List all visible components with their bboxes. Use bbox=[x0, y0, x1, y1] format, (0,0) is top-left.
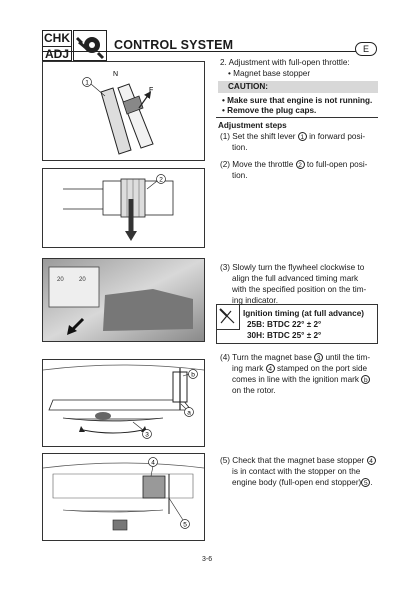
step-3-line-3: with the specified position on the tim- bbox=[232, 285, 367, 294]
step-2-text-b: to full-open posi- bbox=[306, 160, 368, 169]
svg-text:20: 20 bbox=[79, 277, 86, 283]
fig5-callout-5: 5 bbox=[183, 521, 187, 529]
step-4-text-f: on the rotor. bbox=[232, 386, 276, 395]
language-badge: E bbox=[355, 42, 377, 56]
adjustment-heading: Adjustment steps bbox=[218, 121, 287, 130]
caution-item-1: • Make sure that engine is not running. bbox=[222, 96, 373, 105]
step-4-text-c: ing mark bbox=[232, 364, 264, 373]
step-4-text-d: stamped on the port side bbox=[276, 364, 368, 373]
throttle-illustration bbox=[43, 169, 204, 247]
step-4 bbox=[220, 352, 380, 396]
spec-25b: 25B: BTDC 22° ± 2° bbox=[247, 320, 322, 329]
svg-text:20: 20 bbox=[57, 277, 64, 283]
caution-rule bbox=[216, 117, 378, 118]
figure-magnet-base bbox=[42, 359, 205, 447]
wrench-gear-icon bbox=[73, 30, 107, 61]
magnet-base-illustration bbox=[43, 360, 204, 446]
page-title: CONTROL SYSTEM bbox=[114, 38, 234, 52]
spec-30h: 30H: BTDC 25° ± 2° bbox=[247, 331, 322, 340]
shift-lever-illustration bbox=[43, 62, 204, 160]
spec-wrench-icon bbox=[217, 305, 240, 330]
header-rule bbox=[42, 51, 362, 52]
step-2-text-c: tion. bbox=[232, 171, 248, 180]
step-2 bbox=[220, 159, 378, 181]
caution-item-1-text: Make sure that engine is not running. bbox=[227, 96, 373, 105]
caution-label: CAUTION: bbox=[218, 81, 378, 93]
page-number: 3-6 bbox=[202, 556, 213, 563]
step-3-line-2: align the full advanced timing mark bbox=[232, 274, 359, 283]
caution-item-2: • Remove the plug caps. bbox=[222, 106, 317, 115]
figure-stopper bbox=[42, 453, 205, 541]
step2-bullet-text: Magnet base stopper bbox=[233, 69, 311, 78]
figure-throttle bbox=[42, 168, 205, 248]
step-4-text-a: (4) Turn the magnet base bbox=[220, 353, 312, 362]
step-5-ref-4: 4 bbox=[367, 456, 376, 465]
fig2-callout-2: 2 bbox=[159, 176, 163, 184]
step-5-text-c: engine body (full-open end stopper) bbox=[232, 478, 362, 487]
step-5 bbox=[220, 455, 380, 488]
step-5-text-a: (5) Check that the magnet base stopper bbox=[220, 456, 365, 465]
step-5-ref-5: 5 bbox=[361, 478, 370, 487]
fig4-callout-3: 3 bbox=[145, 431, 149, 439]
step-4-text-e: comes in line with the ignition mark bbox=[232, 375, 359, 384]
caution-item-2-text: Remove the plug caps. bbox=[227, 106, 317, 115]
figure-shift-lever bbox=[42, 61, 205, 161]
step-5-text-d: . bbox=[370, 478, 373, 487]
section-tag-adj: ADJ bbox=[44, 47, 69, 61]
section-tag bbox=[42, 30, 72, 61]
fig1-callout-1: 1 bbox=[85, 79, 89, 87]
fig1-label-f: F bbox=[149, 87, 154, 94]
step-3-line-1: (3) Slowly turn the flywheel clockwise to bbox=[220, 263, 365, 272]
ignition-spec-box bbox=[216, 304, 378, 344]
step-4-ref-b: b bbox=[361, 375, 370, 384]
figure-flywheel-photo bbox=[42, 258, 205, 342]
step-4-text-b: until the tim- bbox=[325, 353, 371, 362]
step-4-ref-3: 3 bbox=[314, 353, 323, 362]
step2-bullet: • Magnet base stopper bbox=[228, 69, 311, 78]
step-4-ref-4: 4 bbox=[266, 364, 275, 373]
flywheel-photo-illustration bbox=[43, 259, 204, 341]
step-3-line-4: ing indicator. bbox=[232, 296, 278, 305]
step-3 bbox=[220, 262, 380, 306]
fig5-callout-4: 4 bbox=[151, 459, 155, 467]
fig4-callout-a: a bbox=[187, 409, 191, 417]
fig1-label-n: N bbox=[113, 71, 119, 78]
step-1-text-c: tion. bbox=[232, 143, 248, 152]
step-1-text-b: in forward posi- bbox=[309, 132, 366, 141]
step-1-text-a: (1) Set the shift lever bbox=[220, 132, 296, 141]
step-2-text-a: (2) Move the throttle bbox=[220, 160, 294, 169]
step-1 bbox=[220, 131, 378, 153]
section-tag-chk: CHK bbox=[44, 31, 70, 45]
fig4-callout-b: b bbox=[191, 371, 195, 379]
step-1-ref-1: 1 bbox=[298, 132, 307, 141]
step-5-text-b: is in contact with the stopper on the bbox=[232, 467, 361, 476]
step2-heading: 2. Adjustment with full-open throttle: bbox=[220, 58, 350, 67]
stopper-illustration bbox=[43, 454, 204, 540]
step-2-ref-2: 2 bbox=[296, 160, 305, 169]
spec-title: Ignition timing (at full advance) bbox=[243, 309, 364, 318]
